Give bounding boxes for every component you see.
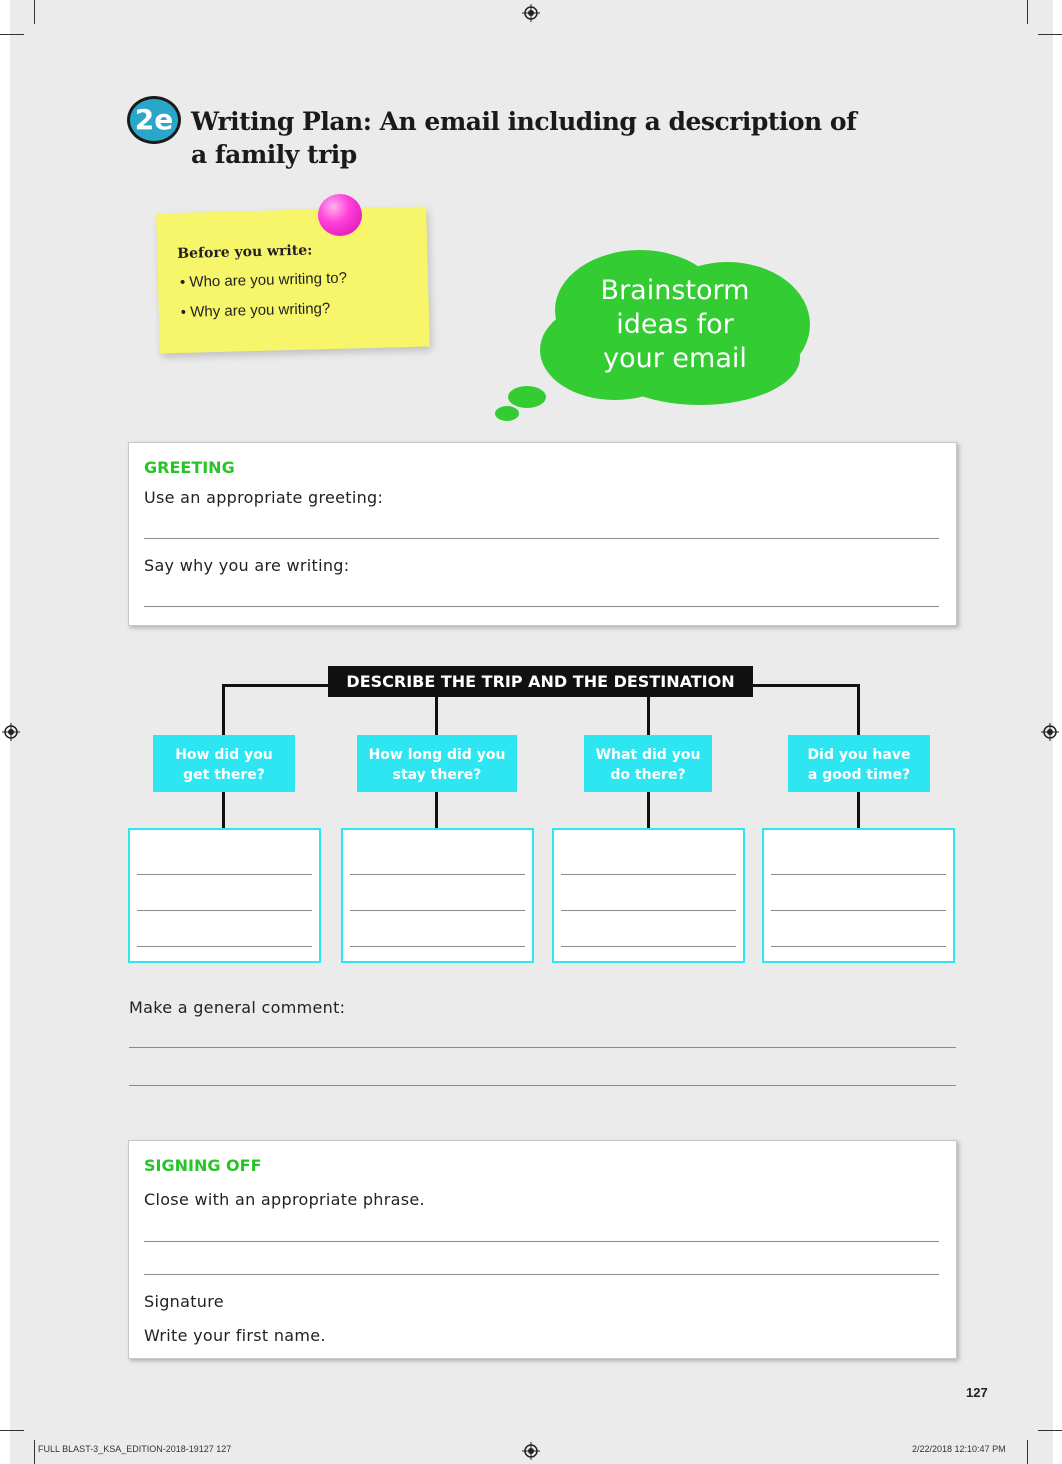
connector-line [857,684,860,736]
title-rest: An email including a description of a family trip [191,107,857,169]
answer-box[interactable] [762,828,955,963]
name-prompt: Write your first name. [144,1326,326,1345]
greeting-heading: GREETING [144,458,235,477]
section-badge: 2e [127,96,181,144]
question-box: What did you do there? [584,735,712,792]
note-item: • Who are you writing to? [179,269,348,291]
answer-box[interactable] [552,828,745,963]
registration-mark-icon [2,723,20,741]
cloud-text: Brainstorm ideas for your email [600,275,750,374]
connector-line [222,792,225,829]
registration-mark-icon [522,1442,540,1460]
title-bold: Writing Plan: [191,107,372,136]
crop-mark [1027,0,1028,24]
registration-mark-icon [522,4,540,22]
registration-mark-icon [1041,723,1059,741]
crop-mark [34,0,35,24]
crop-mark [1027,1440,1028,1464]
comment-prompt: Make a general comment: [129,998,346,1017]
crop-mark [0,34,24,35]
closing-prompt: Close with an appropriate phrase. [144,1190,425,1209]
greeting-prompt: Use an appropriate greeting: [144,488,384,507]
trip-banner: DESCRIBE THE TRIP AND THE DESTINATION [328,666,753,697]
crop-mark [0,1430,24,1431]
connector-line [222,684,225,736]
writing-line[interactable] [144,1241,939,1242]
answer-box[interactable] [128,828,321,963]
greeting-box [128,442,957,626]
signature-label: Signature [144,1292,224,1311]
connector-line [435,792,438,829]
writing-line[interactable] [144,538,939,539]
connector-line [222,684,330,687]
crop-mark [1038,34,1062,35]
connector-line [857,792,860,829]
footer-left: FULL BLAST-3_KSA_EDITION-2018-19127 127 [38,1444,232,1454]
question-box: How long did you stay there? [357,735,517,792]
pushpin-icon [318,194,362,236]
page-title [191,105,871,171]
footer-right: 2/22/2018 12:10:47 PM [912,1444,1006,1454]
connector-line [435,697,438,736]
crop-mark [1038,1430,1062,1431]
page-number: 127 [966,1385,988,1400]
note-item: • Why are you writing? [180,300,331,321]
connector-line [647,697,650,736]
connector-line [647,792,650,829]
signing-heading: SIGNING OFF [144,1156,262,1175]
reason-prompt: Say why you are writing: [144,556,350,575]
crop-mark [34,1440,35,1464]
question-box: Did you have a good time? [788,735,930,792]
sticky-note [156,206,430,353]
writing-line[interactable] [129,1047,956,1048]
connector-line [752,684,860,687]
note-heading: Before you write: [177,242,313,263]
answer-box[interactable] [341,828,534,963]
writing-line[interactable] [144,1274,939,1275]
question-box: How did you get there? [153,735,295,792]
writing-line[interactable] [144,606,939,607]
writing-line[interactable] [129,1085,956,1086]
